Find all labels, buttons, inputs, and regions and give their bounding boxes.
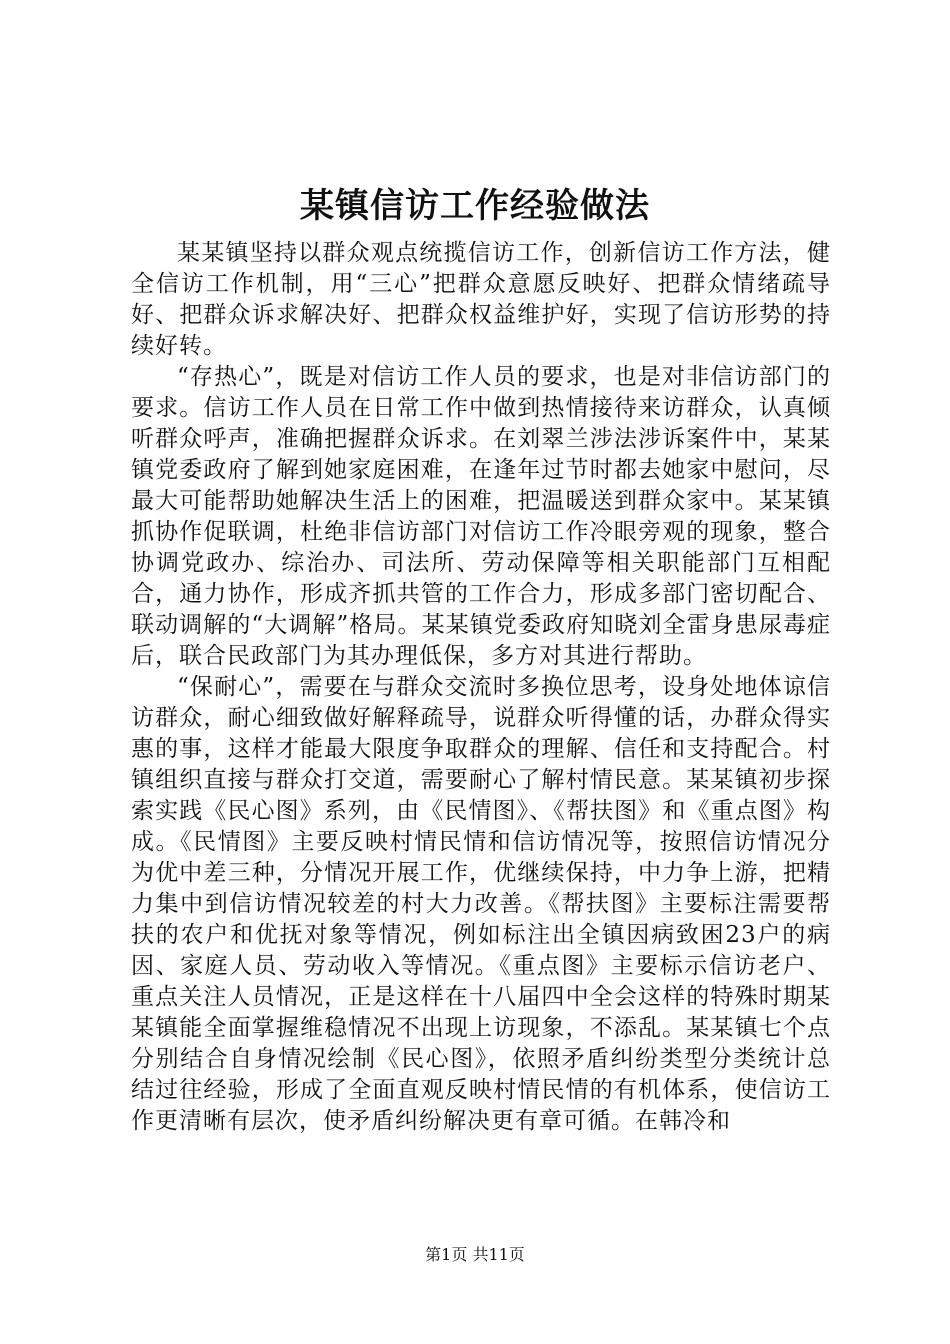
document-title: 某镇信访工作经验做法 <box>300 186 650 226</box>
paragraph-intro: 某某镇坚持以群众观点统揽信访工作，创新信访工作方法，健全信访工作机制，用“三心”把群众意愿反映好、把群众情绪疏导好、把群众诉求解决好、把群众权益维护好，实现了信访形势的持续好转。 <box>131 240 831 359</box>
page-footer: 第1页 共11页 <box>425 1245 525 1264</box>
document-body <box>131 238 831 1137</box>
paragraph-patience: “保耐心”，需要在与群众交流时多换位思考，设身处地体谅信访群众，耐心细致做好解释疏导，说群众听得懂的话，办群众得实惠的事，这样才能最大限度争取群众的理解、信任和支持配合。村镇组织直接与群众打交道，需要耐心了解村情民意。某某镇初步探索实践《民心图》系列，由《民情图》、《帮扶图》和《重点图》构成。《民情图》主要反映村情民情和信访情况等，按照信访情况分为优中差三种，分情况开展工作，优继续保持，中力争上游，把精力集中到信访情况较差的村大力改善。《帮扶图》主要标注需要帮扶的农户和优抚对象等情况，例如标注出全镇因病致困23户的病因、家庭人员、劳动收入等情况。《重点图》主要标示信访老户、重点关注人员情况，正是这样在十八届四中全会这样的特殊时期某某镇能全面掌握维稳情况不出现上访现象，不添乱。某某镇七个点分别结合自身情况绘制《民心图》，依照矛盾纠纷类型分类统计总结过往经验，形成了全面直观反映村情民情的有机体系，使信访工作更清晰有层次，使矛盾纠纷解决更有章可循。在韩冷和 <box>131 674 831 1134</box>
paragraph-warm-heart: “存热心”，既是对信访工作人员的要求，也是对非信访部门的要求。信访工作人员在日常工作中做到热情接待来访群众，认真倾听群众呼声，准确把握群众诉求。在刘翠兰涉法涉诉案件中，某某镇党委政府了解到她家庭困难，在逢年过节时都去她家中慰问，尽最大可能帮助她解决生活上的困难，把温暖送到群众家中。某某镇抓协作促联调，杜绝非信访部门对信访工作冷眼旁观的现象，整合协调党政办、综治办、司法所、劳动保障等相关职能部门互相配合，通力协作，形成齐抓共管的工作合力，形成多部门密切配合、联动调解的“大调解”格局。某某镇党委政府知晓刘全雷身患尿毒症后，联合民政部门为其办理低保，多方对其进行帮助。 <box>131 364 831 669</box>
